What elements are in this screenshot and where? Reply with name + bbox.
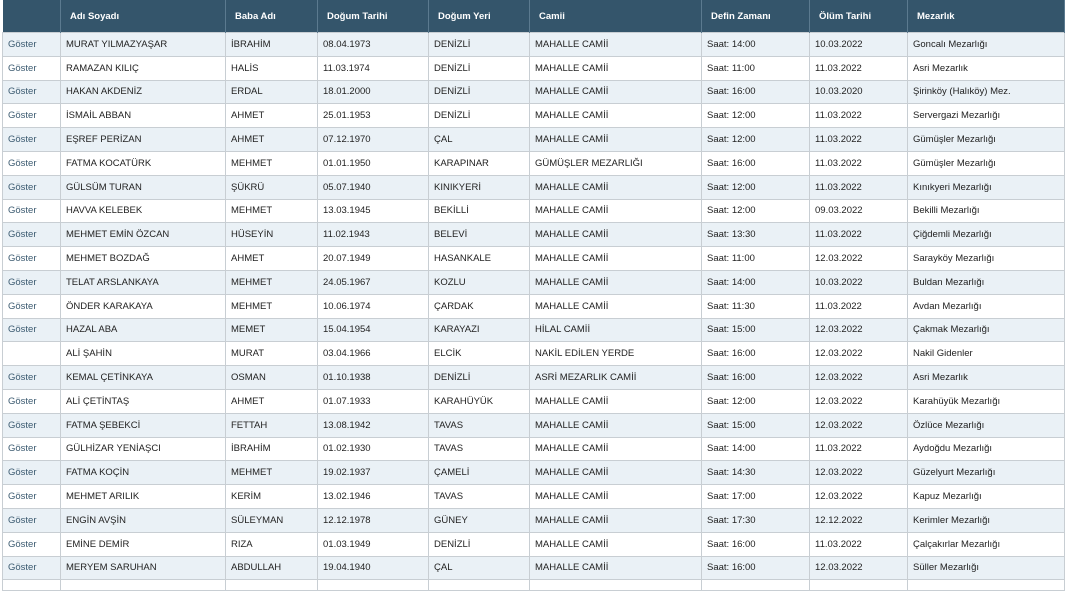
death-date-cell: 12.12.2022 xyxy=(810,508,908,532)
table-row xyxy=(3,437,1065,461)
show-button[interactable]: Göster xyxy=(3,556,61,580)
birth-place-cell: DENİZLİ xyxy=(429,56,530,80)
death-date-cell: 12.03.2022 xyxy=(810,366,908,390)
birth-place-cell: ÇAL xyxy=(429,128,530,152)
table-row xyxy=(3,223,1065,247)
birth-date-cell: 01.02.1930 xyxy=(318,437,429,461)
birth-place-cell: ELCİK xyxy=(429,342,530,366)
mosque-cell: MAHALLE CAMİİ xyxy=(530,461,702,485)
birth-date-cell: 03.04.1966 xyxy=(318,342,429,366)
father-name-cell: KERİM xyxy=(226,485,318,509)
father-name-cell: OSMAN xyxy=(226,366,318,390)
cemetery-cell: Avdan Mezarlığı xyxy=(908,294,1065,318)
show-button[interactable]: Göster xyxy=(3,175,61,199)
name-cell: FATMA KOCATÜRK xyxy=(61,151,226,175)
header-father-name: Baba Adı xyxy=(226,0,318,33)
cemetery-cell: Kınıkyeri Mezarlığı xyxy=(908,175,1065,199)
mosque-cell: MAHALLE CAMİİ xyxy=(530,80,702,104)
death-date-cell: 11.03.2022 xyxy=(810,223,908,247)
cemetery-cell: Çakmak Mezarlığı xyxy=(908,318,1065,342)
empty-cell xyxy=(226,580,318,591)
burial-time-cell: Saat: 16:00 xyxy=(702,366,810,390)
show-button[interactable]: Göster xyxy=(3,151,61,175)
father-name-cell: ABDULLAH xyxy=(226,556,318,580)
burial-time-cell: Saat: 14:30 xyxy=(702,461,810,485)
burial-time-cell: Saat: 14:00 xyxy=(702,437,810,461)
table-row xyxy=(3,199,1065,223)
cemetery-cell: Aydoğdu Mezarlığı xyxy=(908,437,1065,461)
death-date-cell: 10.03.2022 xyxy=(810,270,908,294)
birth-place-cell: ÇAMELİ xyxy=(429,461,530,485)
empty-cell xyxy=(908,580,1065,591)
show-button[interactable]: Göster xyxy=(3,104,61,128)
birth-date-cell: 01.07.1933 xyxy=(318,389,429,413)
cemetery-cell: Goncalı Mezarlığı xyxy=(908,33,1065,57)
table-row xyxy=(3,556,1065,580)
burial-time-cell: Saat: 12:00 xyxy=(702,199,810,223)
birth-place-cell: KARAHÜYÜK xyxy=(429,389,530,413)
birth-place-cell: DENİZLİ xyxy=(429,104,530,128)
burial-time-cell: Saat: 17:30 xyxy=(702,508,810,532)
mosque-cell: MAHALLE CAMİİ xyxy=(530,413,702,437)
father-name-cell: İBRAHİM xyxy=(226,437,318,461)
death-date-cell: 11.03.2022 xyxy=(810,175,908,199)
table-row xyxy=(3,413,1065,437)
birth-place-cell: DENİZLİ xyxy=(429,366,530,390)
funeral-table xyxy=(2,0,1065,591)
mosque-cell: MAHALLE CAMİİ xyxy=(530,532,702,556)
birth-date-cell: 20.07.1949 xyxy=(318,247,429,271)
mosque-cell: MAHALLE CAMİİ xyxy=(530,389,702,413)
show-button[interactable]: Göster xyxy=(3,318,61,342)
table-row xyxy=(3,33,1065,57)
name-cell: ENGİN AVŞİN xyxy=(61,508,226,532)
birth-place-cell: TAVAS xyxy=(429,437,530,461)
name-cell: İSMAİL ABBAN xyxy=(61,104,226,128)
mosque-cell: MAHALLE CAMİİ xyxy=(530,556,702,580)
name-cell: MERYEM SARUHAN xyxy=(61,556,226,580)
birth-place-cell: ÇAL xyxy=(429,556,530,580)
father-name-cell: AHMET xyxy=(226,247,318,271)
birth-date-cell: 01.03.1949 xyxy=(318,532,429,556)
name-cell: RAMAZAN KILIÇ xyxy=(61,56,226,80)
father-name-cell: SÜLEYMAN xyxy=(226,508,318,532)
show-button[interactable]: Göster xyxy=(3,80,61,104)
cemetery-cell: Güzelyurt Mezarlığı xyxy=(908,461,1065,485)
death-date-cell: 11.03.2022 xyxy=(810,128,908,152)
show-button[interactable]: Göster xyxy=(3,270,61,294)
header-birth-place: Doğum Yeri xyxy=(429,0,530,33)
death-date-cell: 12.03.2022 xyxy=(810,413,908,437)
father-name-cell: AHMET xyxy=(226,389,318,413)
mosque-cell: MAHALLE CAMİİ xyxy=(530,485,702,509)
burial-time-cell: Saat: 12:00 xyxy=(702,128,810,152)
name-cell: TELAT ARSLANKAYA xyxy=(61,270,226,294)
show-button[interactable]: Göster xyxy=(3,389,61,413)
burial-time-cell: Saat: 12:00 xyxy=(702,175,810,199)
death-date-cell: 12.03.2022 xyxy=(810,342,908,366)
burial-time-cell: Saat: 16:00 xyxy=(702,532,810,556)
mosque-cell: MAHALLE CAMİİ xyxy=(530,104,702,128)
mosque-cell: MAHALLE CAMİİ xyxy=(530,437,702,461)
mosque-cell: MAHALLE CAMİİ xyxy=(530,223,702,247)
father-name-cell: FETTAH xyxy=(226,413,318,437)
cemetery-cell: Çiğdemli Mezarlığı xyxy=(908,223,1065,247)
cemetery-cell: Süller Mezarlığı xyxy=(908,556,1065,580)
mosque-cell: GÜMÜŞLER MEZARLIĞI xyxy=(530,151,702,175)
birth-place-cell: DENİZLİ xyxy=(429,80,530,104)
mosque-cell: MAHALLE CAMİİ xyxy=(530,128,702,152)
name-cell: KEMAL ÇETİNKAYA xyxy=(61,366,226,390)
table-row xyxy=(3,104,1065,128)
birth-place-cell: KARAPINAR xyxy=(429,151,530,175)
table-row xyxy=(3,128,1065,152)
death-date-cell: 11.03.2022 xyxy=(810,437,908,461)
show-button[interactable]: Göster xyxy=(3,366,61,390)
father-name-cell: MEHMET xyxy=(226,199,318,223)
name-cell: MURAT YILMAZYAŞAR xyxy=(61,33,226,57)
name-cell: HAVVA KELEBEK xyxy=(61,199,226,223)
show-button[interactable]: Göster xyxy=(3,294,61,318)
burial-time-cell: Saat: 16:00 xyxy=(702,556,810,580)
show-button[interactable]: Göster xyxy=(3,223,61,247)
cemetery-cell: Kapuz Mezarlığı xyxy=(908,485,1065,509)
cemetery-cell: Asri Mezarlık xyxy=(908,56,1065,80)
name-cell: GÜLHİZAR YENİAŞCI xyxy=(61,437,226,461)
name-cell: ALİ ŞAHİN xyxy=(61,342,226,366)
father-name-cell: HALİS xyxy=(226,56,318,80)
birth-date-cell: 13.02.1946 xyxy=(318,485,429,509)
death-date-cell: 12.03.2022 xyxy=(810,461,908,485)
father-name-cell: İBRAHİM xyxy=(226,33,318,57)
burial-time-cell: Saat: 13:30 xyxy=(702,223,810,247)
burial-time-cell: Saat: 12:00 xyxy=(702,389,810,413)
burial-time-cell: Saat: 14:00 xyxy=(702,270,810,294)
name-cell: ALİ ÇETİNTAŞ xyxy=(61,389,226,413)
table-row xyxy=(3,294,1065,318)
cemetery-cell: Sarayköy Mezarlığı xyxy=(908,247,1065,271)
name-cell: ÖNDER KARAKAYA xyxy=(61,294,226,318)
death-date-cell: 12.03.2022 xyxy=(810,485,908,509)
birth-date-cell: 01.10.1938 xyxy=(318,366,429,390)
father-name-cell: MEHMET xyxy=(226,270,318,294)
table-row xyxy=(3,485,1065,509)
burial-time-cell: Saat: 12:00 xyxy=(702,104,810,128)
name-cell: MEHMET EMİN ÖZCAN xyxy=(61,223,226,247)
death-date-cell: 11.03.2022 xyxy=(810,151,908,175)
cemetery-cell: Gümüşler Mezarlığı xyxy=(908,151,1065,175)
burial-time-cell: Saat: 16:00 xyxy=(702,342,810,366)
burial-time-cell: Saat: 11:00 xyxy=(702,56,810,80)
death-date-cell: 10.03.2022 xyxy=(810,33,908,57)
burial-time-cell: Saat: 15:00 xyxy=(702,413,810,437)
birth-date-cell: 25.01.1953 xyxy=(318,104,429,128)
birth-place-cell: DENİZLİ xyxy=(429,532,530,556)
birth-date-cell: 11.03.1974 xyxy=(318,56,429,80)
header-burial-time: Defin Zamanı xyxy=(702,0,810,33)
cemetery-cell: Çalçakırlar Mezarlığı xyxy=(908,532,1065,556)
birth-place-cell: ÇARDAK xyxy=(429,294,530,318)
birth-date-cell: 19.02.1937 xyxy=(318,461,429,485)
header-action xyxy=(3,0,61,33)
show-button[interactable]: Göster xyxy=(3,413,61,437)
father-name-cell: RIZA xyxy=(226,532,318,556)
empty-cell xyxy=(530,580,702,591)
cemetery-cell: Şirinköy (Halıköy) Mez. xyxy=(908,80,1065,104)
death-date-cell: 12.03.2022 xyxy=(810,318,908,342)
burial-time-cell: Saat: 16:00 xyxy=(702,80,810,104)
table-row xyxy=(3,461,1065,485)
birth-place-cell: KOZLU xyxy=(429,270,530,294)
birth-place-cell: GÜNEY xyxy=(429,508,530,532)
mosque-cell: NAKİL EDİLEN YERDE xyxy=(530,342,702,366)
name-cell: FATMA KOÇİN xyxy=(61,461,226,485)
show-button[interactable]: Göster xyxy=(3,532,61,556)
show-button[interactable]: Göster xyxy=(3,485,61,509)
mosque-cell: MAHALLE CAMİİ xyxy=(530,247,702,271)
burial-time-cell: Saat: 14:00 xyxy=(702,33,810,57)
birth-date-cell: 12.12.1978 xyxy=(318,508,429,532)
death-date-cell: 09.03.2022 xyxy=(810,199,908,223)
empty-cell xyxy=(429,580,530,591)
table-row xyxy=(3,389,1065,413)
birth-date-cell: 08.04.1973 xyxy=(318,33,429,57)
death-date-cell: 11.03.2022 xyxy=(810,56,908,80)
table-row-empty xyxy=(3,580,1065,591)
death-date-cell: 11.03.2022 xyxy=(810,532,908,556)
name-cell: HAZAL ABA xyxy=(61,318,226,342)
show-button xyxy=(3,342,61,366)
father-name-cell: AHMET xyxy=(226,128,318,152)
birth-place-cell: TAVAS xyxy=(429,485,530,509)
table-row xyxy=(3,342,1065,366)
table-row xyxy=(3,532,1065,556)
empty-cell xyxy=(3,580,61,591)
mosque-cell: MAHALLE CAMİİ xyxy=(530,56,702,80)
show-button[interactable]: Göster xyxy=(3,128,61,152)
table-row xyxy=(3,56,1065,80)
birth-date-cell: 11.02.1943 xyxy=(318,223,429,247)
father-name-cell: MURAT xyxy=(226,342,318,366)
burial-time-cell: Saat: 16:00 xyxy=(702,151,810,175)
mosque-cell: MAHALLE CAMİİ xyxy=(530,199,702,223)
father-name-cell: MEHMET xyxy=(226,151,318,175)
birth-date-cell: 13.03.1945 xyxy=(318,199,429,223)
name-cell: FATMA ŞEBEKCİ xyxy=(61,413,226,437)
empty-cell xyxy=(810,580,908,591)
birth-place-cell: HASANKALE xyxy=(429,247,530,271)
burial-time-cell: Saat: 17:00 xyxy=(702,485,810,509)
death-date-cell: 12.03.2022 xyxy=(810,247,908,271)
table-row xyxy=(3,366,1065,390)
name-cell: GÜLSÜM TURAN xyxy=(61,175,226,199)
birth-place-cell: KARAYAZI xyxy=(429,318,530,342)
table-row xyxy=(3,270,1065,294)
father-name-cell: ERDAL xyxy=(226,80,318,104)
birth-date-cell: 07.12.1970 xyxy=(318,128,429,152)
birth-place-cell: TAVAS xyxy=(429,413,530,437)
empty-cell xyxy=(61,580,226,591)
name-cell: MEHMET BOZDAĞ xyxy=(61,247,226,271)
table-row xyxy=(3,151,1065,175)
show-button[interactable]: Göster xyxy=(3,461,61,485)
show-button[interactable]: Göster xyxy=(3,56,61,80)
father-name-cell: MEHMET xyxy=(226,294,318,318)
birth-place-cell: DENİZLİ xyxy=(429,33,530,57)
table-header xyxy=(3,0,1065,33)
show-button[interactable]: Göster xyxy=(3,437,61,461)
death-date-cell: 12.03.2022 xyxy=(810,389,908,413)
cemetery-cell: Asri Mezarlık xyxy=(908,366,1065,390)
table-row xyxy=(3,508,1065,532)
mosque-cell: HİLAL CAMİİ xyxy=(530,318,702,342)
empty-cell xyxy=(318,580,429,591)
header-death-date: Ölüm Tarihi xyxy=(810,0,908,33)
table-body xyxy=(3,33,1065,591)
mosque-cell: MAHALLE CAMİİ xyxy=(530,33,702,57)
show-button[interactable]: Göster xyxy=(3,33,61,57)
father-name-cell: MEHMET xyxy=(226,461,318,485)
mosque-cell: MAHALLE CAMİİ xyxy=(530,270,702,294)
mosque-cell: MAHALLE CAMİİ xyxy=(530,294,702,318)
mosque-cell: ASRİ MEZARLIK CAMİİ xyxy=(530,366,702,390)
birth-date-cell: 18.01.2000 xyxy=(318,80,429,104)
name-cell: EŞREF PERİZAN xyxy=(61,128,226,152)
name-cell: EMİNE DEMİR xyxy=(61,532,226,556)
burial-time-cell: Saat: 15:00 xyxy=(702,318,810,342)
birth-date-cell: 24.05.1967 xyxy=(318,270,429,294)
cemetery-cell: Nakil Gidenler xyxy=(908,342,1065,366)
birth-place-cell: KINIKYERİ xyxy=(429,175,530,199)
cemetery-cell: Buldan Mezarlığı xyxy=(908,270,1065,294)
name-cell: MEHMET ARILIK xyxy=(61,485,226,509)
burial-time-cell: Saat: 11:30 xyxy=(702,294,810,318)
table-row xyxy=(3,175,1065,199)
cemetery-cell: Kerimler Mezarlığı xyxy=(908,508,1065,532)
show-button[interactable]: Göster xyxy=(3,199,61,223)
show-button[interactable]: Göster xyxy=(3,508,61,532)
birth-date-cell: 05.07.1940 xyxy=(318,175,429,199)
birth-date-cell: 15.04.1954 xyxy=(318,318,429,342)
cemetery-cell: Gümüşler Mezarlığı xyxy=(908,128,1065,152)
table-row xyxy=(3,247,1065,271)
father-name-cell: AHMET xyxy=(226,104,318,128)
table-row xyxy=(3,80,1065,104)
empty-cell xyxy=(702,580,810,591)
death-date-cell: 12.03.2022 xyxy=(810,556,908,580)
cemetery-cell: Özlüce Mezarlığı xyxy=(908,413,1065,437)
birth-date-cell: 19.04.1940 xyxy=(318,556,429,580)
cemetery-cell: Bekilli Mezarlığı xyxy=(908,199,1065,223)
father-name-cell: MEMET xyxy=(226,318,318,342)
header-name: Adı Soyadı xyxy=(61,0,226,33)
name-cell: HAKAN AKDENİZ xyxy=(61,80,226,104)
death-date-cell: 11.03.2022 xyxy=(810,104,908,128)
cemetery-cell: Servergazi Mezarlığı xyxy=(908,104,1065,128)
father-name-cell: HÜSEYİN xyxy=(226,223,318,247)
birth-date-cell: 10.06.1974 xyxy=(318,294,429,318)
death-date-cell: 10.03.2020 xyxy=(810,80,908,104)
table-row xyxy=(3,318,1065,342)
birth-place-cell: BEKİLLİ xyxy=(429,199,530,223)
show-button[interactable]: Göster xyxy=(3,247,61,271)
mosque-cell: MAHALLE CAMİİ xyxy=(530,175,702,199)
cemetery-cell: Karahüyük Mezarlığı xyxy=(908,389,1065,413)
father-name-cell: ŞÜKRÜ xyxy=(226,175,318,199)
death-date-cell: 11.03.2022 xyxy=(810,294,908,318)
header-cemetery: Mezarlık xyxy=(908,0,1065,33)
birth-place-cell: BELEVİ xyxy=(429,223,530,247)
birth-date-cell: 01.01.1950 xyxy=(318,151,429,175)
burial-time-cell: Saat: 11:00 xyxy=(702,247,810,271)
header-mosque: Camii xyxy=(530,0,702,33)
header-birth-date: Doğum Tarihi xyxy=(318,0,429,33)
mosque-cell: MAHALLE CAMİİ xyxy=(530,508,702,532)
birth-date-cell: 13.08.1942 xyxy=(318,413,429,437)
